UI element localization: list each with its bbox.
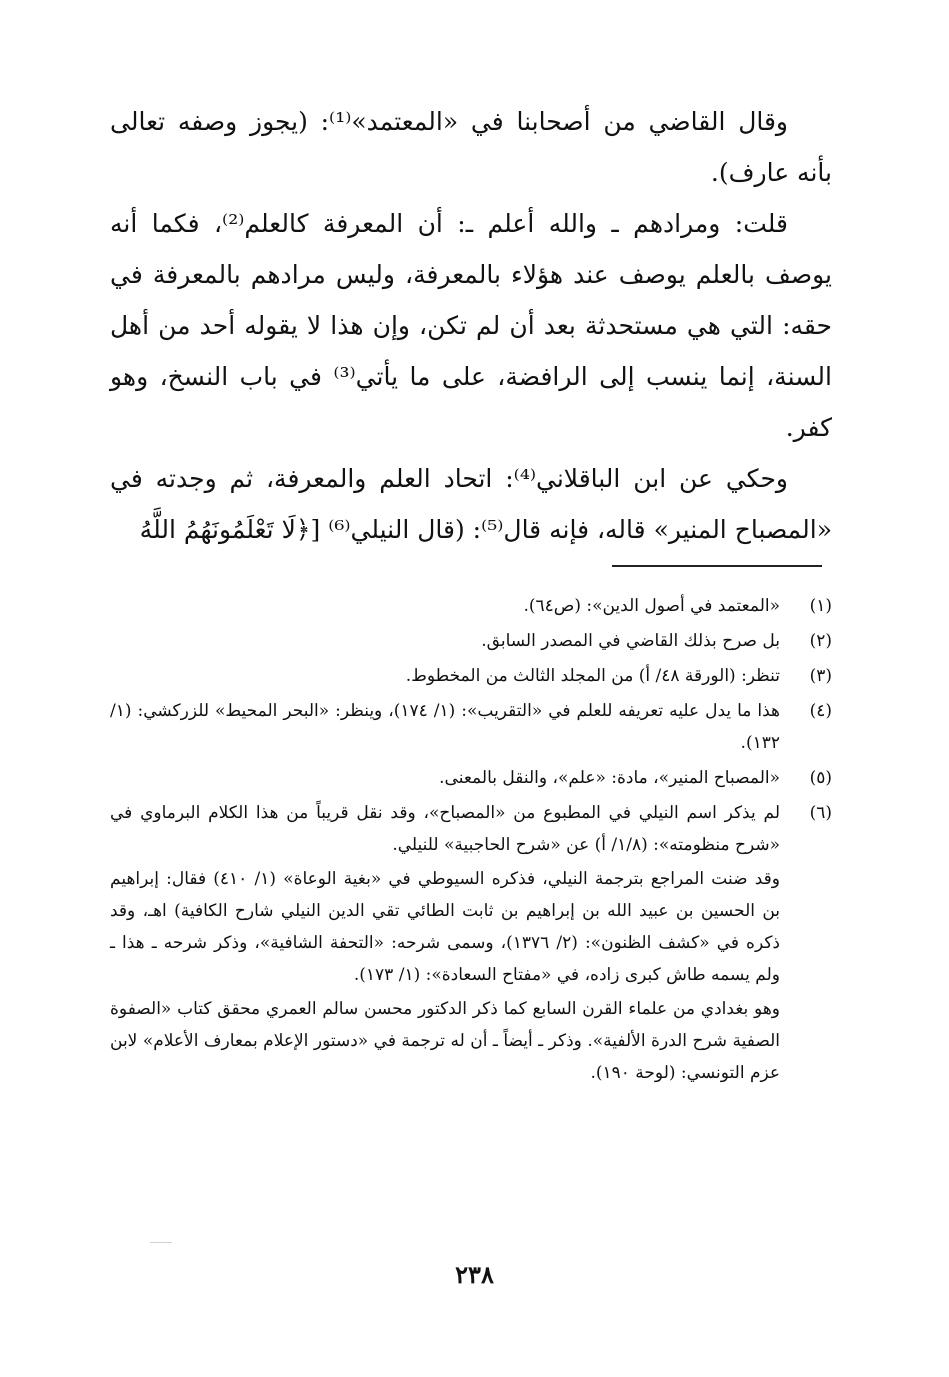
footnote-text: «المعتمد في أصول الدين»: (ص٦٤). <box>523 596 780 616</box>
footnote-text: «المصباح المنير»، مادة: «علم»، والنقل بالمعنى. <box>439 768 780 788</box>
footnote-number: (٦) <box>809 803 832 823</box>
footnote-text: لم يذكر اسم النيلي في المطبوع من «المصباح»، وقد نقل قريباً من هذا الكلام البرماوي في «شرح منظومته»: (١/٨/ أ) عن «شرح الحاجبية» للنيلي. <box>110 803 780 855</box>
footnotes <box>110 590 832 1092</box>
footnote-separator <box>612 565 822 567</box>
footnote-number: (٥) <box>809 768 832 788</box>
footnote-body <box>110 695 780 759</box>
footnote-text: هذا ما يدل عليه تعريفه للعلم في «التقريب»: (١/ ١٧٤)، وينظر: «البحر المحيط» للزركشي: (١/ ١٣٢). <box>110 701 780 753</box>
footnote-text: وهو بغدادي من علماء القرن السابع كما ذكر الدكتور محسن سالم العمري محقق كتاب «الصفوة الصفية شرح الدرة الألفية». وذكر ـ أيضاً ـ أن له ترجمة في «دستور الإعلام بمعارف الأعلام» لابن عزم التونسي: (لوحة ١٩٠). <box>110 999 780 1083</box>
footnote-body <box>110 762 780 794</box>
footnote-text: وقد ضنت المراجع بترجمة النيلي، فذكره السيوطي في «بغية الوعاة» (١/ ٤١٠) فقال: إبراهيم بن الحسين بن عبيد الله بن إبراهيم بن ثابت الطائي تقي الدين النيلي شارح الكافية) اهـ، وقد ذكره في «كشف الظنون»: (٢/ ١٣٧٦)، وسمى شرحه: «التحفة الشافية»، وذكر شرحه ـ هذا ـ ولم يسمه طاش كبرى زاده، في «مفتاح السعادة»: (١/ ١٧٣). <box>110 869 780 985</box>
footnote-5 <box>110 762 832 794</box>
footnote-1 <box>110 590 832 622</box>
main-text <box>110 96 832 555</box>
footnote-2 <box>110 625 832 657</box>
main-paragraph-3: وحكي عن ابن الباقلاني⁽⁴⁾: اتحاد العلم والمعرفة، ثم وجدته في «المصباح المنير» قاله، فإنه قال⁽⁵⁾: (قال النيلي⁽⁶⁾ [﴿لَا تَعْلَمُونَهُمُ اللَّهُ <box>110 464 832 544</box>
footnote-number: (٤) <box>809 701 832 721</box>
footnote-3 <box>110 660 832 692</box>
page-number: ٢٣٨ <box>455 1260 494 1289</box>
footnote-number: (٣) <box>809 666 832 686</box>
footnote-4 <box>110 695 832 759</box>
footnote-text: بل صرح بذلك القاضي في المصدر السابق. <box>481 631 780 651</box>
footnote-6 <box>110 797 832 1089</box>
footnote-body <box>110 660 780 692</box>
footnote-number: (١) <box>809 596 832 616</box>
footnote-text: تنظر: (الورقة ٤٨/ أ) من المجلد الثالث من المخطوط. <box>405 666 780 686</box>
scan-mark <box>150 1242 172 1243</box>
footnote-body <box>110 625 780 657</box>
footnote-body <box>110 797 780 1089</box>
main-paragraph-1: وقال القاضي من أصحابنا في «المعتمد»⁽¹⁾: (يجوز وصفه تعالى بأنه عارف). <box>110 107 832 187</box>
footnote-body <box>110 590 780 622</box>
footnote-number: (٢) <box>809 631 832 651</box>
main-paragraph-2: قلت: ومرادهم ـ والله أعلم ـ: أن المعرفة كالعلم⁽²⁾، فكما أنه يوصف بالعلم يوصف عند هؤلاء بالمعرفة، وليس مرادهم بالمعرفة في حقه: التي هي مستحدثة بعد أن لم تكن، وإن هذا لا يقوله أحد من أهل السنة، إنما ينسب إلى الرافضة، على ما يأتي⁽³⁾ في باب النسخ، وهو كفر. <box>110 209 832 442</box>
